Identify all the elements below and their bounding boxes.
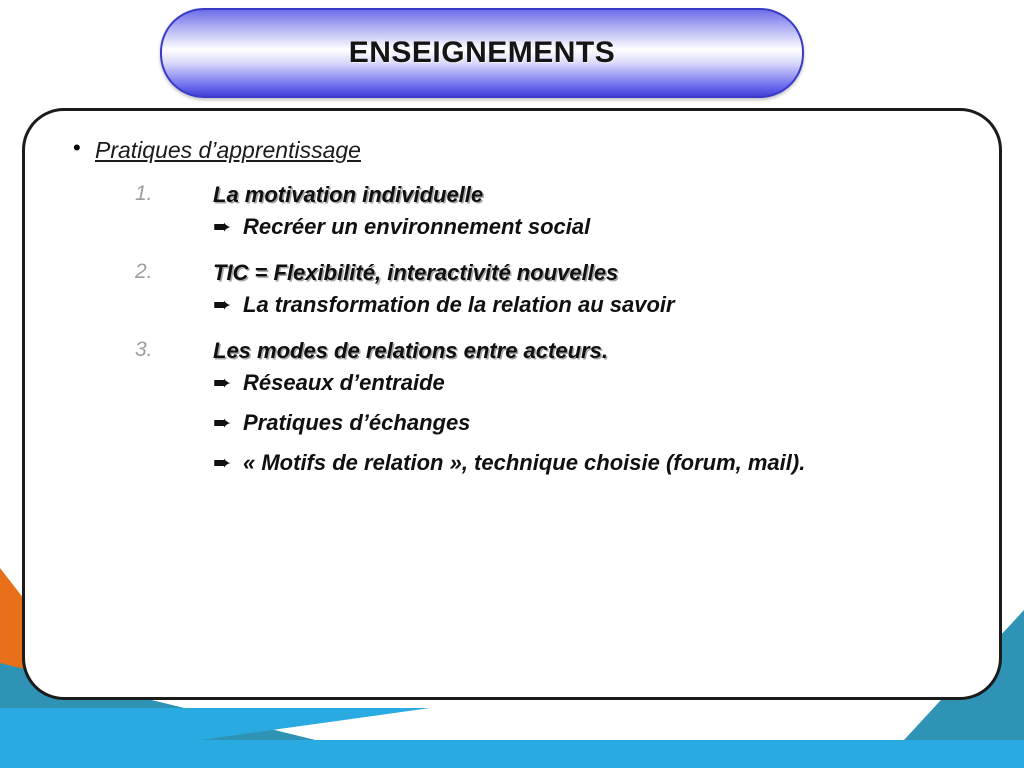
list-item — [51, 450, 965, 476]
list-item — [51, 182, 965, 208]
list-item — [51, 260, 965, 286]
list-item — [51, 410, 965, 436]
list-number: 2. — [135, 260, 153, 283]
list-subitem-text: Recréer un environnement social — [243, 214, 591, 239]
list-item — [51, 370, 965, 396]
list-subitem-text: Pratiques d’échanges — [243, 410, 471, 435]
bullet-marker-icon: • — [73, 135, 81, 160]
cyan-triangle-decoration — [0, 708, 430, 768]
content-panel — [22, 108, 1002, 700]
list-number: 1. — [135, 182, 153, 205]
slide-title-banner — [160, 8, 804, 98]
list-item — [51, 137, 965, 164]
list-subitem-text: La transformation de la relation au savoir — [243, 292, 675, 317]
arrow-right-icon: ➨ — [213, 451, 232, 476]
list-heading: Les modes de relations entre acteurs. — [213, 338, 608, 363]
page-title: ENSEIGNEMENTS — [348, 36, 616, 69]
cyan-bottom-bar-decoration — [0, 740, 1024, 768]
list-heading: TIC = Flexibilité, interactivité nouvelles — [213, 260, 619, 285]
bullet-label: Pratiques d’apprentissage — [95, 137, 361, 163]
list-item — [51, 214, 965, 240]
content-body — [25, 111, 999, 492]
arrow-right-icon: ➨ — [213, 215, 232, 240]
arrow-right-icon: ➨ — [213, 371, 232, 396]
list-item — [51, 338, 965, 364]
list-heading: La motivation individuelle — [213, 182, 484, 207]
arrow-right-icon: ➨ — [213, 411, 232, 436]
list-number: 3. — [135, 338, 153, 361]
list-subitem-text: « Motifs de relation », technique choisie (forum, mail). — [243, 450, 806, 475]
list-subitem-text: Réseaux d’entraide — [243, 370, 445, 395]
list-item — [51, 292, 965, 318]
arrow-right-icon: ➨ — [213, 293, 232, 318]
